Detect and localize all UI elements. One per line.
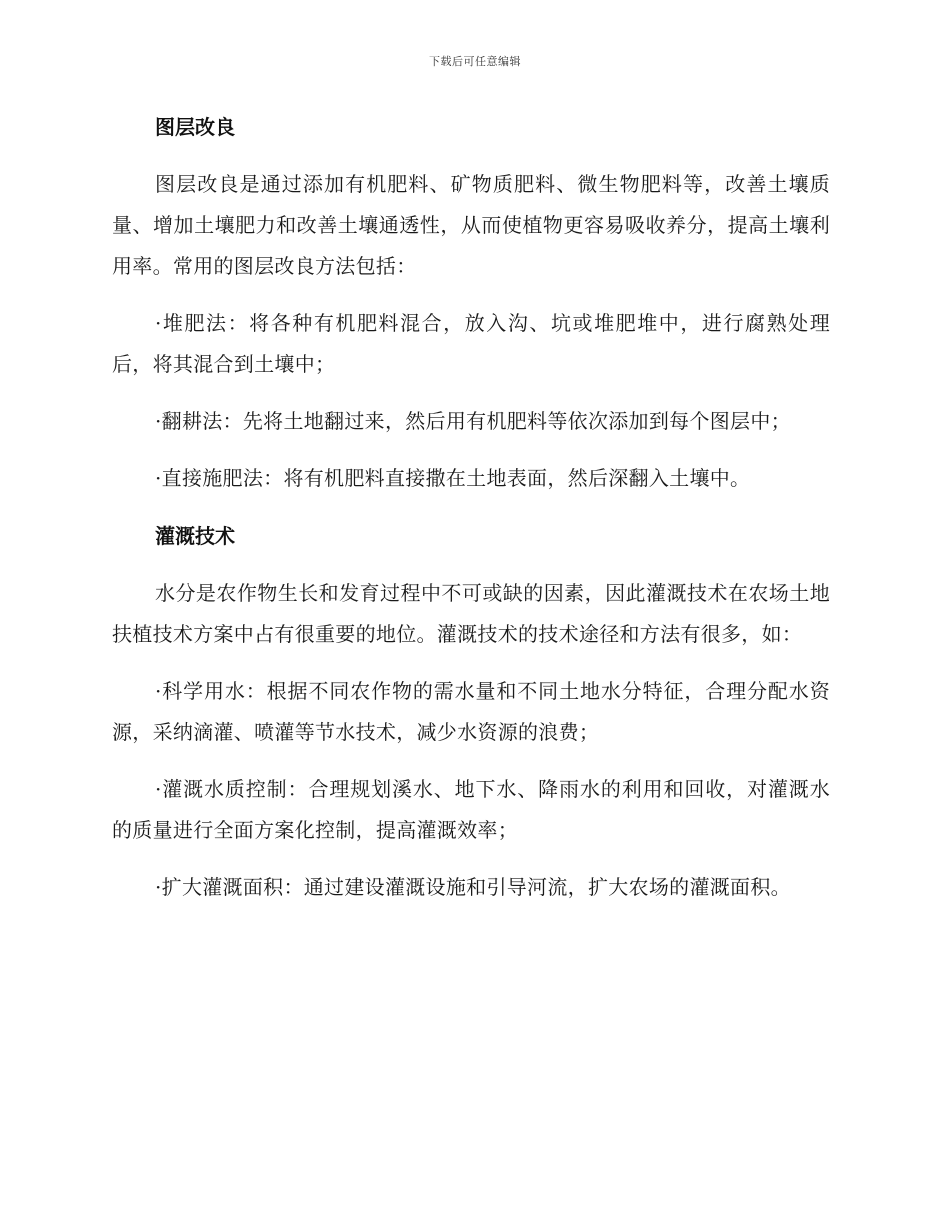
list-item-direct-fertilizing: ·直接施肥法：将有机肥料直接撒在土地表面，然后深翻入土壤中。 [155,466,751,490]
list-item-compost: ·堆肥法：将各种有机肥料混合，放入沟、坑或堆肥堆中，进行腐熟处理后，将其混合到土壤中； [112,311,830,376]
list-item-tillage: ·翻耕法：先将土地翻过来，然后用有机肥料等依次添加到每个图层中； [155,409,791,433]
section-heading-irrigation: 灌溉技术 [155,524,235,548]
paragraph-intro: 图层改良是通过添加有机肥料、矿物质肥料、微生物肥料等，改善土壤质量、增加土壤肥力和改善土壤通透性，从而使植物更容易吸收养分，提高土壤利用率。常用的图层改良方法包括： [112,172,830,278]
section-heading-soil-improvement: 图层改良 [155,115,235,139]
list-item-water-quality-control: ·灌溉水质控制：合理规划溪水、地下水、降雨水的利用和回收，对灌溉水的质量进行全面方案化控制，提高灌溉效率； [112,777,830,842]
list-item-scientific-water-use: ·科学用水：根据不同农作物的需水量和不同土地水分特征，合理分配水资源，采纳滴灌、喷灌等节水技术，减少水资源的浪费； [112,679,830,744]
page-header: 下载后可任意编辑 [429,55,521,68]
paragraph-irrigation-intro: 水分是农作物生长和发育过程中不可或缺的因素，因此灌溉技术在农场土地扶植技术方案中占有很重要的地位。灌溉技术的技术途径和方法有很多，如： [112,581,830,646]
document-body [112,112,830,908]
list-item-expand-irrigation-area: ·扩大灌溉面积：通过建设灌溉设施和引导河流，扩大农场的灌溉面积。 [155,875,791,899]
